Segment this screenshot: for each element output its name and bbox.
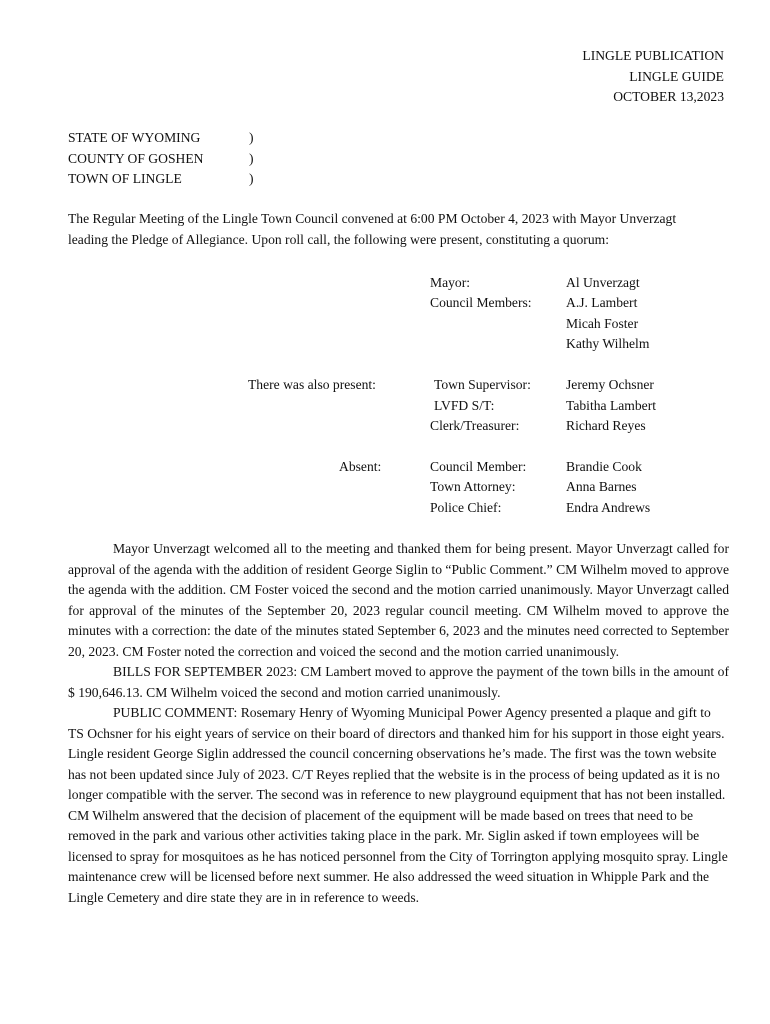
minutes-paragraph-opening: Mayor Unverzagt welcomed all to the meeting and thanked them for being present. Mayor Unverzagt called for approval of the agenda with the addition of resident George Siglin to “Public Comment.” CM Wilhelm moved to approve the agenda with the addition. CM Foster voiced the second and the motion carried unanimously. Mayor Unverzagt called for approval of the minutes of the September 20, 2023 regular council meeting. CM Wilhelm moved to approve the minutes with a correction: the date of the minutes stated September 6, 2023 and the minutes need corrected to September 20, 2023. CM Foster noted the correction and voiced the second and the motion carried unanimously. — [68, 541, 729, 659]
absent-role: Council Member: — [430, 459, 527, 474]
publication-date: OCTOBER 13,2023 — [613, 89, 724, 104]
staff-name: Jeremy Ochsner — [566, 377, 654, 392]
absent-name: Brandie Cook — [566, 459, 642, 474]
minutes-body — [68, 539, 729, 908]
absent-name: Endra Andrews — [566, 500, 651, 515]
venue-block — [68, 128, 254, 190]
absent-name: Anna Barnes — [566, 479, 637, 494]
venue-row — [68, 149, 254, 170]
venue-bracket: ) — [249, 130, 254, 145]
venue-town: TOWN OF LINGLE — [68, 171, 182, 186]
intro-paragraph: The Regular Meeting of the Lingle Town Council convened at 6:00 PM October 4, 2023 with Mayor Unverzagt leading the Pledge of Allegiance. Upon roll call, the following were present, constituting a quorum: — [68, 211, 677, 247]
venue-row — [68, 128, 254, 149]
staff-name: Tabitha Lambert — [566, 398, 657, 413]
mayor-name: Al Unverzagt — [566, 275, 640, 290]
venue-county: COUNTY OF GOSHEN — [68, 150, 204, 166]
publication-name: LINGLE PUBLICATION — [582, 48, 724, 63]
publication-header — [582, 46, 724, 108]
staff-role: Town Supervisor: — [434, 377, 531, 392]
venue-row — [68, 169, 254, 190]
council-member-name: Kathy Wilhelm — [566, 336, 650, 351]
council-member-name: A.J. Lambert — [566, 295, 638, 310]
publication-guide: LINGLE GUIDE — [629, 68, 724, 84]
venue-bracket: ) — [249, 171, 254, 186]
absent-role: Police Chief: — [430, 500, 502, 515]
venue-state: STATE OF WYOMING — [68, 130, 201, 145]
council-member-name: Micah Foster — [566, 316, 639, 331]
staff-role: LVFD S/T: — [434, 398, 495, 413]
minutes-paragraph-public-comment: PUBLIC COMMENT: Rosemary Henry of Wyoming Municipal Power Agency presented a plaque and gift to TS Ochsner for his eight years of service on their board of directors and thanked him for his support in those eight years. Lingle resident George Siglin addressed the council concerning observations he’s made. The first was the town website has not been updated since July of 2023. C/T Reyes replied that the website is in the process of being updated as it is no longer compatible with the server. The second was in reference to new playground equipment that has not been installed. CM Wilhelm answered that the decision of placement of the equipment will be made based on trees that need to be removed in the park and various other activities taking place in the park. Mr. Siglin asked if town employees will be licensed to spray for mosquitoes as he has noticed personnel from the City of Torrington applying mosquito spray. Lingle maintenance crew will be licensed before next summer. He also addressed the weed situation in Whipple Park and the Lingle Cemetery and dire state they are in in reference to weeds. — [68, 705, 728, 905]
absent-role: Town Attorney: — [430, 479, 516, 494]
mayor-label: Mayor: — [430, 275, 471, 290]
also-present-heading: There was also present: — [248, 377, 376, 392]
absent-heading: Absent: — [339, 459, 382, 474]
council-members-label: Council Members: — [430, 295, 532, 310]
venue-bracket: ) — [249, 150, 254, 166]
minutes-paragraph-bills: BILLS FOR SEPTEMBER 2023: CM Lambert moved to approve the payment of the town bills in the amount of $ 190,646.13. CM Wilhelm voiced the second and motion carried unanimously. — [68, 664, 729, 700]
staff-role: Clerk/Treasurer: — [430, 418, 520, 433]
staff-name: Richard Reyes — [566, 418, 646, 433]
